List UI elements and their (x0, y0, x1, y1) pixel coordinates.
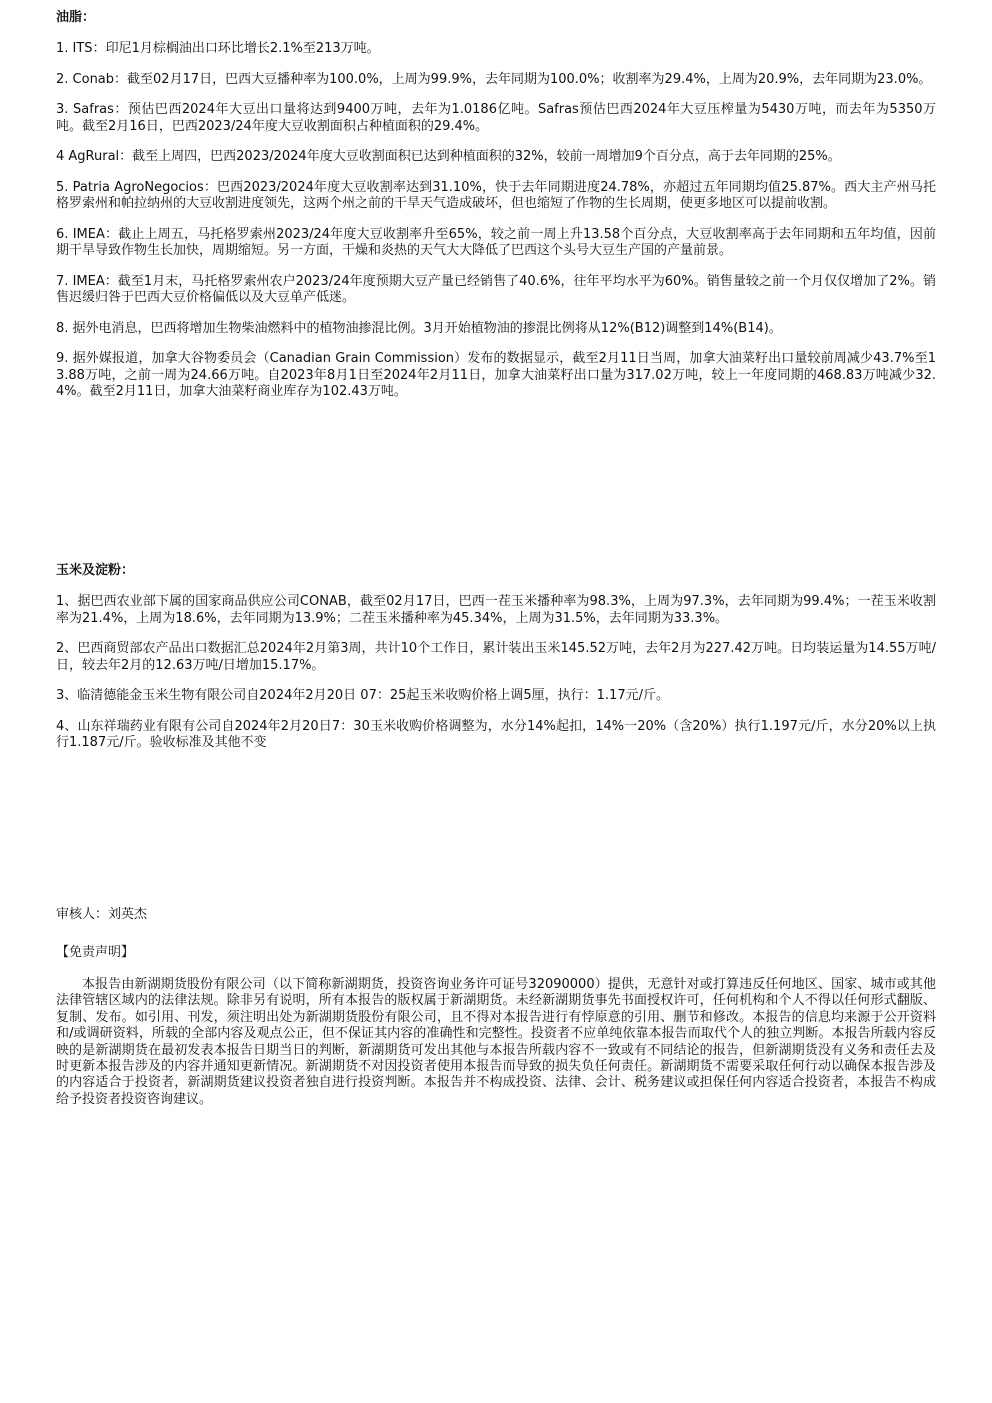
corn-item-1: 1、据巴西农业部下属的国家商品供应公司CONAB，截至02月17日，巴西一茬玉米播种率为98.3%，上周为97.3%，去年同期为99.4%；一茬玉米收割率为21.4%，上周为18.6%，去年同期为13.9%；二茬玉米播种率为45.34%，上周为31.5%，去年同期为33.3%。 (56, 594, 936, 626)
disclaimer-title: 【免责声明】 (56, 945, 135, 960)
corn-item-3: 3、临清德能金玉米生物有限公司自2024年2月20日 07：25起玉米收购价格上调5厘，执行：1.17元/斤。 (56, 688, 669, 703)
oils-item-8: 8. 据外电消息，巴西将增加生物柴油燃料中的植物油掺混比例。3月开始植物油的掺混比例将从12%(B12)调整到14%(B14)。 (56, 320, 782, 336)
corn-item-4: 4、山东祥瑞药业有限有公司自2024年2月20日7：30玉米收购价格调整为，水分14%起扣，14%一20%（含20%）执行1.197元/斤，水分20%以上执行1.187元/斤。验收标准及其他不变 (56, 718, 936, 750)
oils-item-9: 9. 据外媒报道，加拿大谷物委员会（Canadian Grain Commission）发布的数据显示，截至2月11日当周，加拿大油菜籽出口量较前周减少43.7%至13.88万吨，之前一周为24.66万吨。自2023年8月1日至2024年2月11日，加拿大油菜籽出口量为317.02万吨，较上一年度同期的468.83万吨减少32.4%。截至2月11日，加拿大油菜籽商业库存为102.43万吨。 (56, 351, 936, 399)
oils-item-3: 3. Safras：预估巴西2024年大豆出口量将达到9400万吨，去年为1.0186亿吨。Safras预估巴西2024年大豆压榨量为5430万吨，而去年为5350万吨。截至2月16日，巴西2023/24年度大豆收割面积占种植面积的29.4%。 (56, 102, 936, 134)
oils-item-5: 5. Patria AgroNegocios：巴西2023/2024年度大豆收割率达到31.10%，快于去年同期进度24.78%，亦超过五年同期均值25.87%。西大主产州马托格罗索州和帕拉纳州的大豆收割进度领先，这两个州之前的干旱天气造成破坏，但也缩短了作物的生长周期，使更多地区可以提前收割。 (56, 179, 936, 211)
oils-item-4: 4 AgRural：截至上周四，巴西2023/2024年度大豆收割面积已达到种植面积的32%，较前一周增加9个百分点，高于去年同期的25%。 (56, 149, 841, 164)
reviewer: 审核人：刘英杰 (56, 907, 148, 922)
corn-list (56, 594, 936, 766)
corn-item-2: 2、巴西商贸部农产品出口数据汇总2024年2月第3周，共计10个工作日，累计装出玉米145.52万吨，去年2月为227.42万吨。日均装运量为14.55万吨/日，较去年2月的12.63万吨/日增加15.17%。 (56, 641, 936, 673)
oils-list (56, 41, 936, 415)
oils-item-1: 1. ITS：印尼1月棕榈油出口环比增长2.1%至213万吨。 (56, 41, 380, 56)
disclaimer-body: 本报告由新湖期货股份有限公司（以下简称新湖期货，投资咨询业务许可证号32090000）提供，无意针对或打算违反任何地区、国家、城市或其他法律管辖区域内的法律法规。除非另有说明，所有本报告的版权属于新湖期货。未经新湖期货事先书面授权许可，任何机构和个人不得以任何形式翻版、复制、发布。如引用、刊发，须注明出处为新湖期货股份有限公司，且不得对本报告进行有悖原意的引用、删节和修改。本报告的信息均来源于公开资料和/或调研资料，所载的全部内容及观点公正，但不保证其内容的准确性和完整性。投资者不应单纯依靠本报告而取代个人的独立判断。本报告所载内容反映的是新湖期货在最初发表本报告日期当日的判断，新湖期货可发出其他与本报告所载内容不一致或有不同结论的报告，但新湖期货没有义务和责任去及时更新本报告涉及的内容并通知更新情况。新湖期货不对因投资者使用本报告而导致的损失负任何责任。新湖期货不需要采取任何行动以确保本报告涉及的内容适合于投资者，新湖期货建议投资者独自进行投资判断。本报告并不构成投资、法律、会计、税务建议或担保任何内容适合投资者，本报告不构成给予投资者投资咨询建议。 (56, 977, 936, 1107)
oils-item-2: 2. Conab：截至02月17日，巴西大豆播种率为100.0%，上周为99.9%，去年同期为100.0%；收割率为29.4%，上周为20.9%，去年同期为23.0%。 (56, 71, 932, 87)
oils-item-6: 6. IMEA：截止上周五，马托格罗索州2023/24年度大豆收割率升至65%，较之前一周上升13.58个百分点，大豆收割率高于去年同期和五年均值，因前期干旱导致作物生长加快，周期缩短。另一方面，干燥和炎热的天气大大降低了巴西这个头号大豆生产国的产量前景。 (56, 226, 936, 258)
oils-item-7: 7. IMEA：截至1月末，马托格罗索州农户2023/24年度预期大豆产量已经销售了40.6%，往年平均水平为60%。销售量较之前一个月仅仅增加了2%。销售迟缓归咎于巴西大豆价格偏低以及大豆单产低迷。 (56, 273, 936, 305)
corn-section-title: 玉米及淀粉： (56, 563, 135, 578)
oils-section-title: 油脂： (56, 10, 96, 25)
